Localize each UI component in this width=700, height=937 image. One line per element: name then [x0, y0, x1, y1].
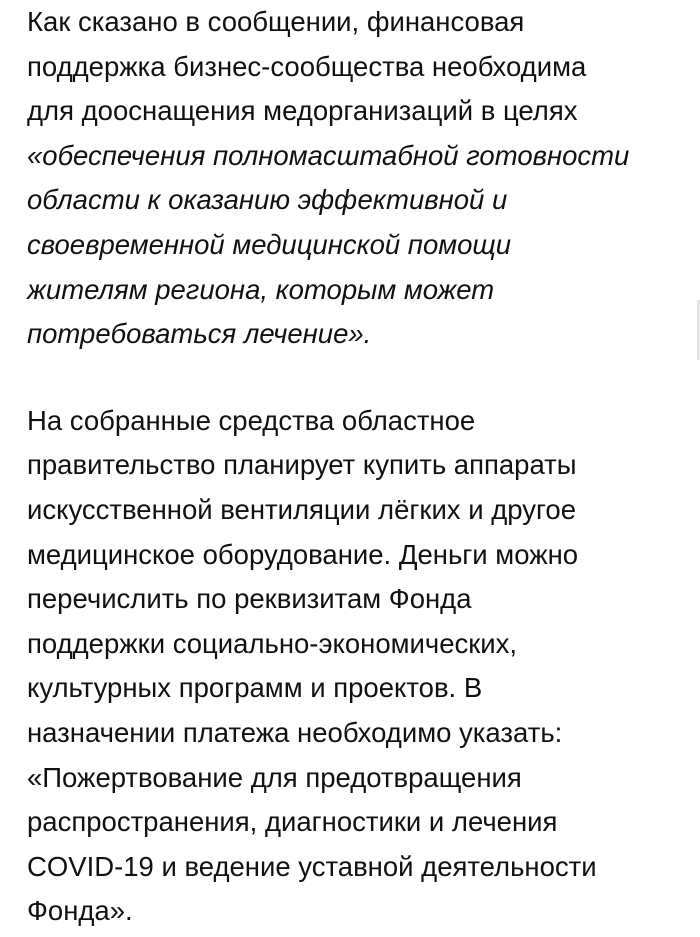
paragraph-2-line: искусственной вентиляции лёгких и другое [27, 493, 576, 525]
paragraph-2-line: COVID-19 и ведение уставной деятельности [27, 850, 597, 882]
paragraph-1 [27, 0, 693, 357]
paragraph-1-quote-line: «обеспечения полномасштабной готовности [27, 139, 630, 171]
paragraph-2-line: назначении платежа необходимо указать: [27, 716, 563, 748]
paragraph-2-line: Фонда». [27, 895, 133, 927]
paragraph-1-quote-line: жителям региона, которым может [27, 273, 495, 305]
paragraph-2-line: «Пожертвование для предотвращения [27, 761, 522, 793]
paragraph-1-line: поддержка бизнес-сообщества необходима [27, 50, 587, 82]
paragraph-1-quote-line: области к оказанию эффективной и [27, 184, 508, 216]
paragraph-2-line: культурных программ и проектов. В [27, 672, 483, 704]
article-body [27, 0, 693, 934]
paragraph-2-line: перечислить по реквизитам Фонда [27, 583, 472, 615]
paragraph-1-line: Как сказано в сообщении, финансовая [27, 6, 525, 37]
paragraph-1-line: для дооснащения медорганизаций в целях [27, 95, 578, 127]
paragraph-2-line: поддержки социально-экономических, [27, 627, 518, 659]
paragraph-2-line: На собранные средства областное [27, 404, 476, 436]
paragraph-2-line: медицинское оборудование. Деньги можно [27, 538, 579, 570]
paragraph-2-line: правительство планирует купить аппараты [27, 449, 577, 481]
paragraph-1-quote-line: своевременной медицинской помощи [27, 228, 512, 260]
paragraph-1-quote-line: потребоваться лечение». [27, 318, 372, 350]
paragraph-2-line: распространения, диагностики и лечения [27, 806, 558, 838]
paragraph-2 [27, 399, 693, 934]
